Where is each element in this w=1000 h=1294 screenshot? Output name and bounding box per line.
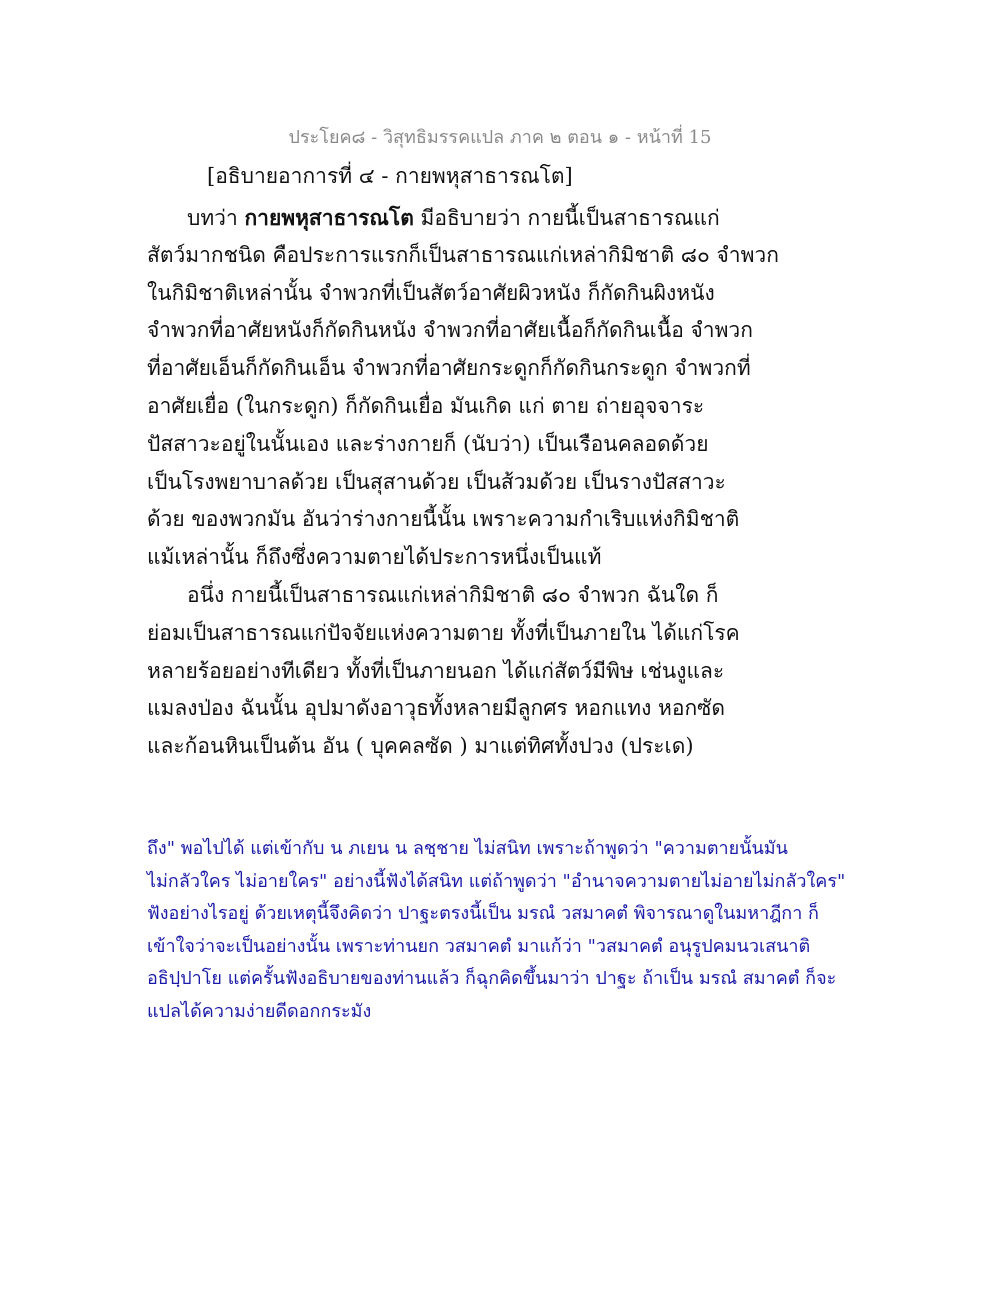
paragraph-2-first-line: อนึ่ง กายนี้เป็นสาธารณแก่เหล่ากิมิชาติ ๘๐ จำพวก ฉันใด ก็ (187, 582, 719, 607)
footnote-line: ไม่กลัวใคร ไม่อายใคร" อย่างนี้ฟังได้สนิท แต่ถ้าพูดว่า "อำนาจความตายไม่อายไม่กลัวใคร" (147, 870, 846, 892)
text-line: ด้วย ของพวกมัน อันว่าร่างกายนี้นั้น เพราะความกำเริบแห่งกิมิชาติ (147, 507, 740, 532)
footnote-line: อธิปฺปาโย แต่ครั้นฟังอธิบายของท่านแล้ว ก็ฉุกคิดขึ้นมาว่า ปาฐะ ถ้าเป็น มรณํ สมาคตํ ก็จะ (147, 968, 837, 990)
footnote-line: แปลได้ความง่ายดีดอกกระมัง (147, 1000, 372, 1022)
section-title: [อธิบายอาการที่ ๔ - กายพหุสาธารณโต] (207, 164, 573, 188)
text-line: และก้อนหินเป็นต้น อัน ( บุคคลซัด ) มาแต่ทิศทั้งปวง (ประเด) (147, 734, 694, 759)
text-line: แม้เหล่านั้น ก็ถึงซึ่งความตายได้ประการหนึ่งเป็นแท้ (147, 545, 602, 570)
footnote-line: เข้าใจว่าจะเป็นอย่างนั้น เพราะท่านยก วสมาคตํ มาแก้ว่า "วสมาคตํ อนุรูปคมนวเสนาติ (147, 935, 811, 957)
paragraph-1-first-line (147, 199, 867, 237)
text-line: แมลงป่อง ฉันนั้น อุปมาดังอาวุธทั้งหลายมีลูกศร หอกแทง หอกซัด (147, 696, 726, 721)
text-line: จำพวกที่อาศัยหนังก็กัดกินหนัง จำพวกที่อาศัยเนื้อก็กัดกินเนื้อ จำพวก (147, 318, 753, 343)
text-line: อาศัยเยื่อ (ในกระดูก) ก็กัดกินเยื่อ มันเกิด แก่ ตาย ถ่ายอุจจาระ (147, 393, 705, 418)
footnote-text (147, 833, 867, 1029)
footnote-line: ฟังอย่างไรอยู่ ด้วยเหตุนี้จึงคิดว่า ปาฐะตรงนี้เป็น มรณํ วสมาคตํ พิจารณาดูในมหาฎีกา ก็ (147, 903, 819, 925)
text-line: ย่อมเป็นสาธารณแก่ปัจจัยแห่งความตาย ทั้งที่เป็นภายใน ได้แก่โรค (147, 620, 740, 645)
first-line-suffix: มีอธิบายว่า กายนี้เป็นสาธารณแก่ (413, 206, 720, 230)
text-line: สัตว์มากชนิด คือประการแรกก็เป็นสาธารณแก่เหล่ากิมิชาติ ๘๐ จำพวก (147, 242, 779, 267)
text-line: ที่อาศัยเอ็นก็กัดกินเอ็น จำพวกที่อาศัยกระดูกก็กัดกินกระดูก จำพวกที่ (147, 356, 751, 381)
footnote-line: ถึง" พอไปได้ แต่เข้ากับ น ภเยน น ลชฺชาย ไม่สนิท เพราะถ้าพูดว่า "ความตายนั้นมัน (147, 838, 788, 859)
text-line: ในกิมิชาติเหล่านั้น จำพวกที่เป็นสัตว์อาศัยผิวหนัง ก็กัดกินผิงหนัง (147, 280, 715, 305)
first-line-prefix: บทว่า (187, 206, 245, 230)
text-line: เป็นโรงพยาบาลด้วย เป็นสุสานด้วย เป็นส้วมด้วย เป็นรางปัสสาวะ (147, 469, 726, 494)
page-header: ประโยค๘ - วิสุทธิมรรคแปล ภาค ๒ ตอน ๑ - หน้าที่ 15 (288, 127, 712, 148)
text-line: ปัสสาวะอยู่ในนั้นเอง และร่างกายก็ (นับว่า) เป็นเรือนคลอดด้วย (147, 431, 709, 456)
bold-term: กายพหุสาธารณโต (244, 205, 414, 230)
text-line: หลายร้อยอย่างทีเดียว ทั้งที่เป็นภายนอก ได้แก่สัตว์มีพิษ เช่นงูและ (147, 658, 725, 683)
main-text (147, 199, 867, 766)
